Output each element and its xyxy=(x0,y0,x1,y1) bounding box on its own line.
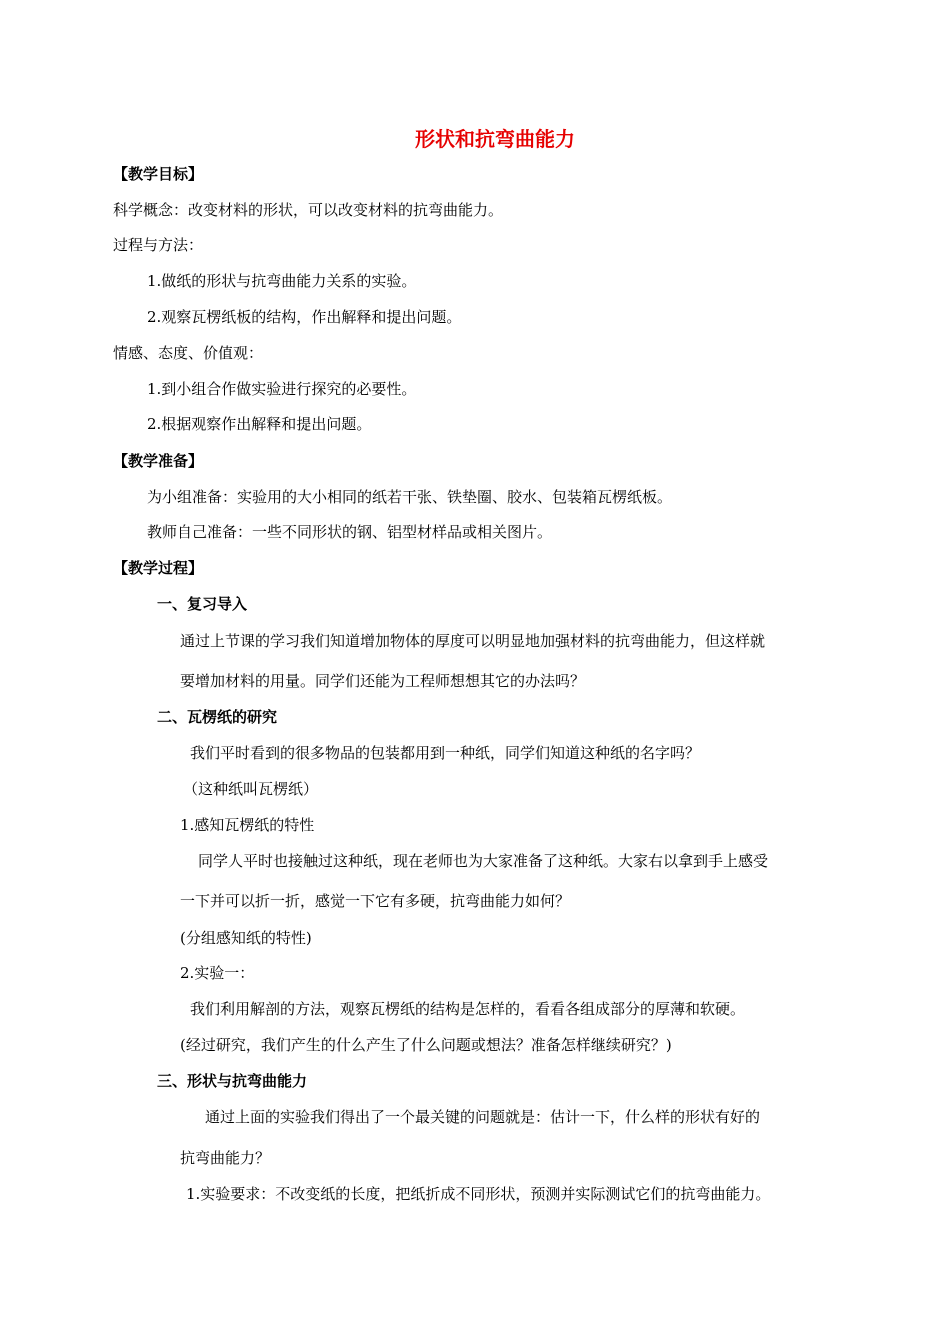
section-2-item-2-paragraph: 我们利用解剖的方法，观察瓦楞纸的结构是怎样的，看看各组成部分的厚薄和软硬。 xyxy=(190,1000,746,1018)
prep-teacher: 教师自己准备：一些不同形状的钢、铝型材样品或相关图片。 xyxy=(147,523,553,541)
section-2-item-1-note: (分组感知纸的特性) xyxy=(180,929,312,947)
section-2-item-1: 1.感知瓦楞纸的特性 xyxy=(180,816,315,834)
prep-group: 为小组准备：实验用的大小相同的纸若干张、铁垫圈、胶水、包装箱瓦楞纸板。 xyxy=(147,488,673,506)
section-2-title: 二、瓦楞纸的研究 xyxy=(157,708,278,726)
process-heading: 【教学过程】 xyxy=(113,559,204,577)
section-2-item-1-line-1: 同学人平时也接触过这种纸，现在老师也为大家准备了这种纸。大家右以拿到手上感受 xyxy=(198,852,769,870)
section-1-paragraph-line-2: 要增加材料的用量。同学们还能为工程师想想其它的办法吗？ xyxy=(180,672,586,690)
section-2-item-2-note: (经过研究，我们产生的什么产生了什么问题或想法？准备怎样继续研究？) xyxy=(180,1036,672,1054)
section-1-title: 一、复习导入 xyxy=(157,595,248,613)
goals-attitude-item-1: 1.到小组合作做实验进行探究的必要性。 xyxy=(147,380,417,398)
goals-process-label: 过程与方法： xyxy=(113,236,204,254)
goals-process-item-1: 1.做纸的形状与抗弯曲能力关系的实验。 xyxy=(147,272,417,290)
section-2-item-1-line-2: 一下并可以折一折，感觉一下它有多硬，抗弯曲能力如何？ xyxy=(180,892,571,910)
section-3-title: 三、形状与抗弯曲能力 xyxy=(157,1072,308,1090)
goals-attitude-label: 情感、态度、价值观： xyxy=(113,344,264,362)
goals-concept: 科学概念：改变材料的形状，可以改变材料的抗弯曲能力。 xyxy=(113,201,504,219)
section-1-paragraph-line-1: 通过上节课的学习我们知道增加物体的厚度可以明显地加强材料的抗弯曲能力，但这样就 xyxy=(180,632,766,650)
goals-process-item-2: 2.观察瓦楞纸板的结构，作出解释和提出问题。 xyxy=(147,308,462,326)
section-3-paragraph-line-1: 通过上面的实验我们得出了一个最关键的问题就是：估计一下，什么样的形状有好的 xyxy=(205,1108,761,1126)
prep-heading: 【教学准备】 xyxy=(113,452,204,470)
section-2-paragraph: 我们平时看到的很多物品的包装都用到一种纸，同学们知道这种纸的名字吗？ xyxy=(190,744,701,762)
goals-attitude-item-2: 2.根据观察作出解释和提出问题。 xyxy=(147,415,372,433)
section-3-item-1: 1.实验要求：不改变纸的长度，把纸折成不同形状，预测并实际测试它们的抗弯曲能力。 xyxy=(186,1185,771,1203)
document-title: 形状和抗弯曲能力 xyxy=(415,127,575,151)
goals-heading: 【教学目标】 xyxy=(113,165,204,183)
section-2-answer: （这种纸叫瓦楞纸） xyxy=(183,780,319,798)
section-3-paragraph-line-2: 抗弯曲能力？ xyxy=(180,1149,271,1167)
section-2-item-2: 2.实验一： xyxy=(180,964,255,982)
